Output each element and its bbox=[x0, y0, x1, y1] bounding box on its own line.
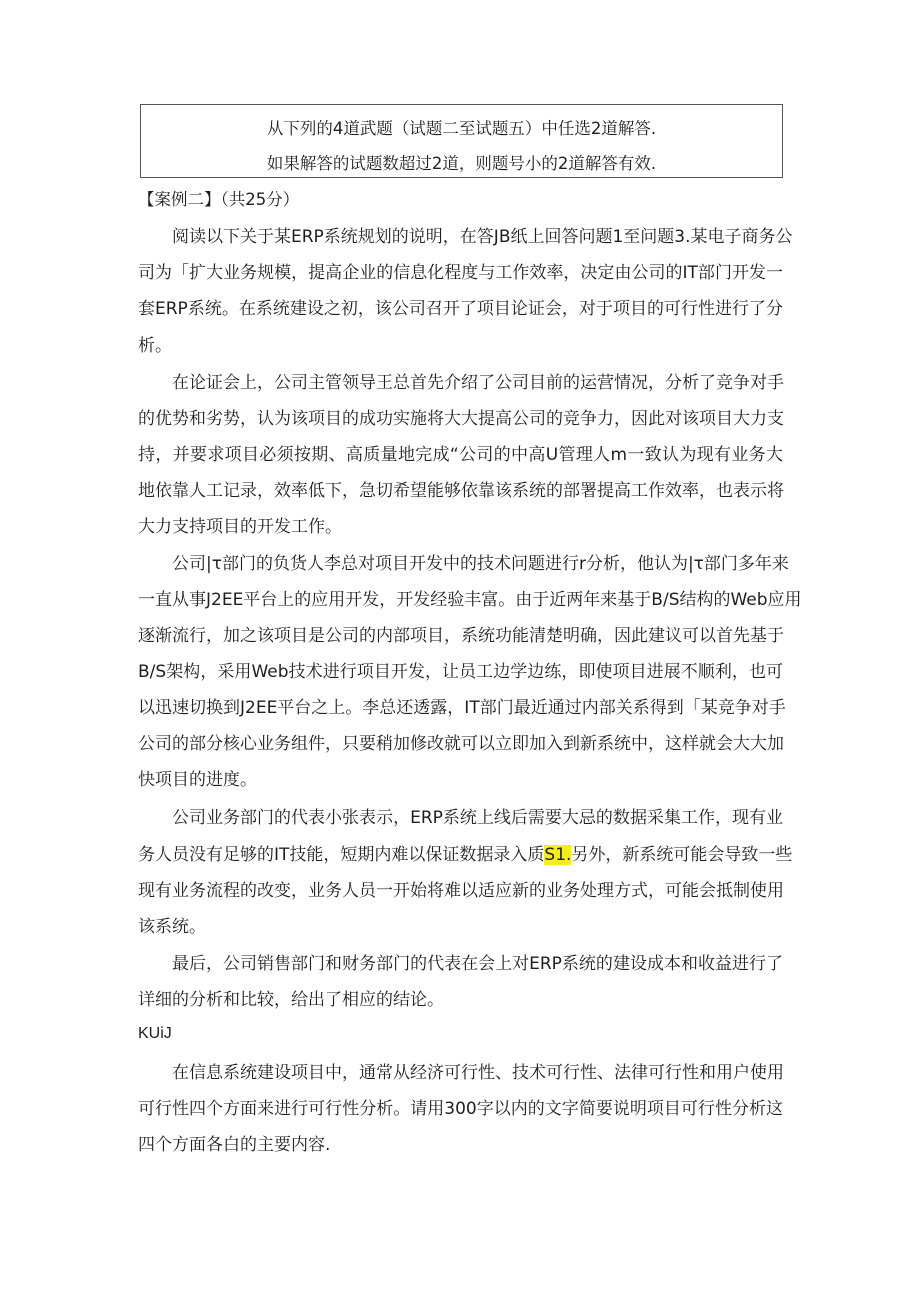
paragraph-3-line-2: 一直从事J2EE平台上的应用开发，开发经验丰富。由于近两年来基于B/S结构的Web应用 bbox=[138, 590, 802, 610]
paragraph-3-line-6: 公司的部分核心业务组件，只要稍加修改就可以立即加入到新系统中，这样就会大大加 bbox=[138, 734, 784, 754]
instructions-line-1: 从下列的4道武题（试题二至试题五）中任选2道解答. bbox=[266, 119, 657, 138]
paragraph-3-line-5: 以迅速切换到J2EE平台之上。李总还透露，IT部门最近通过内部关系得到「某竞争对手 bbox=[138, 698, 786, 718]
paragraph-2-line-3: 持，并要求项目必须按期、高质量地完成“公司的中高U管理人m一致认为现有业务大 bbox=[138, 445, 783, 465]
paragraph-3-line-3: 逐渐流行，加之该项目是公司的内部项目，系统功能清楚明确，因此建议可以首先基于 bbox=[138, 626, 784, 646]
paragraph-2-line-5: 大力支持项目的开发工作。 bbox=[138, 517, 342, 537]
paragraph-1-line-3: 套ERP系统。在系统建设之初，该公司召开了项目论证会，对于项目的可行性进行了分 bbox=[138, 299, 783, 319]
highlighted-text: S1. bbox=[544, 845, 572, 865]
question-line-2: 可行性四个方面来进行可行性分析。请用300字以内的文字简要说明项目可行性分析这 bbox=[138, 1099, 783, 1119]
paragraph-5-line-1: 最后，公司销售部门和财务部门的代表在会上对ERP系统的建设成本和收益进行了 bbox=[172, 954, 783, 974]
paragraph-4-line-2 bbox=[138, 844, 793, 866]
paragraph-2-line-2: 的优势和劣势，认为该项目的成功实施将大大提高公司的竞争力，因此对该项目大力支 bbox=[138, 409, 784, 429]
paragraph-2-line-4: 地依靠人工记录，效率低下，急切希望能够依靠该系统的部署提高工作效率，也表示将 bbox=[138, 481, 784, 501]
paragraph-5-line-2: 详细的分析和比较，给出了相应的结论。 bbox=[138, 990, 444, 1010]
question-line-3: 四个方面各白的主要内容. bbox=[138, 1135, 331, 1155]
paragraph-4-line-1: 公司业务部门的代表小张表示，ERP系统上线后需要大忌的数据采集工作，现有业 bbox=[172, 808, 783, 828]
instructions-box bbox=[140, 104, 783, 178]
instructions-line-2: 如果解答的试题数超过2道，则题号小的2道解答有效. bbox=[266, 154, 657, 173]
paragraph-3-line-7: 快项目的进度。 bbox=[138, 770, 257, 790]
paragraph-4-line-2-tail: 另外，新系统可能会导致一些 bbox=[571, 845, 793, 865]
question-line-1: 在信息系统建设项目中，通常从经济可行性、技术可行性、法律可行性和用户使用 bbox=[172, 1063, 784, 1083]
paragraph-3-line-4: B/S架构，采用Web技术进行项目开发，让员工边学边练，即使项目进展不顺利，也可 bbox=[138, 662, 783, 682]
paragraph-4-line-4: 该系统。 bbox=[138, 917, 206, 937]
paragraph-1-line-4: 析。 bbox=[138, 336, 172, 356]
paragraph-2-line-1: 在论证会上，公司主管领导王总首先介绍了公司目前的运营情况，分析了竞争对手 bbox=[172, 373, 784, 393]
paragraph-4-line-3: 现有业务流程的改变，业务人员一开始将难以适应新的业务处理方式，可能会抵制使用 bbox=[138, 881, 784, 901]
paragraph-1-line-1: 阅读以下关于某ERP系统规划的说明，在答JB纸上回答问题1至问题3.某电子商务公 bbox=[172, 227, 793, 247]
question-label: KUiJ bbox=[138, 1025, 172, 1042]
paragraph-1-line-2: 司为「扩大业务规模，提高企业的信息化程度与工作效率，决定由公司的IT部门开发一 bbox=[138, 263, 783, 283]
case-heading: 【案例二】（共25分） bbox=[138, 190, 300, 209]
paragraph-4-line-2-text: 务人员没有足够的IT技能，短期内难以保证数据录入质 bbox=[138, 845, 545, 865]
paragraph-3-line-1: 公司|τ部门的负货人李总对项目开发中的技术问题进行r分析，他认为|τ部门多年来 bbox=[172, 554, 789, 574]
